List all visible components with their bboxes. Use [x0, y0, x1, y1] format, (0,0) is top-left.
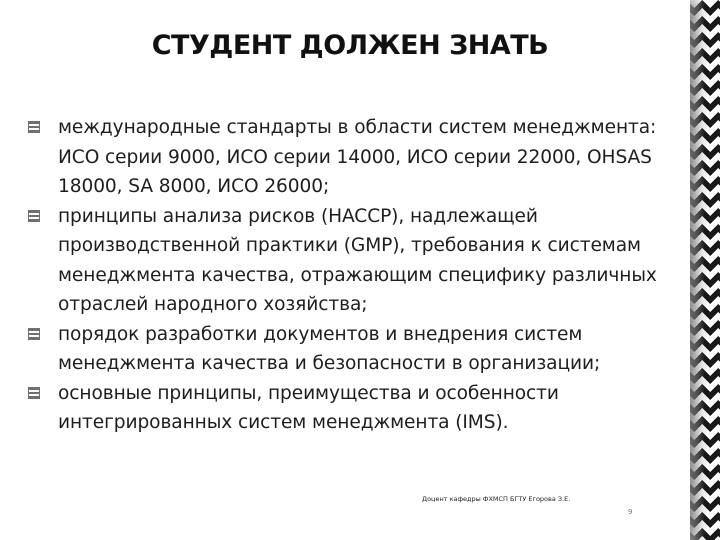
striped-square-icon — [28, 387, 40, 399]
bullet-list — [28, 113, 688, 438]
bullet-text: международные стандарты в области систем менеджмента: ИСО серии 9000, ИСО серии 14000, ИСО серии 22000, OHSAS 18000, SA 8000, ИСО 26000; — [58, 117, 657, 197]
border-shade — [686, 0, 720, 540]
page-number: 9 — [628, 508, 633, 516]
bullet-item — [28, 113, 688, 202]
bullet-text: порядок разработки документов и внедрения систем менеджмента качества и безопасности в организации; — [58, 323, 601, 374]
striped-square-icon — [28, 210, 40, 222]
bullet-text: принципы анализа рисков (HACCP), надлежащей производственной практики (GMP), требования к системам менеджмента качества, отражающим специфику различных отраслей народного хозяйства; — [58, 205, 657, 315]
bullet-item — [28, 202, 688, 320]
bullet-item — [28, 379, 688, 438]
bullet-text: основные принципы, преимущества и особенности интегрированных систем менеджмента (IMS). — [58, 382, 559, 433]
striped-square-icon — [28, 328, 40, 340]
striped-square-icon — [28, 121, 40, 133]
footer-author: Доцент кафедры ФХМСП БГТУ Егорова З.Е. — [422, 495, 571, 503]
slide-title: СТУДЕНТ ДОЛЖЕН ЗНАТЬ — [151, 30, 549, 61]
bullet-item — [28, 320, 688, 379]
